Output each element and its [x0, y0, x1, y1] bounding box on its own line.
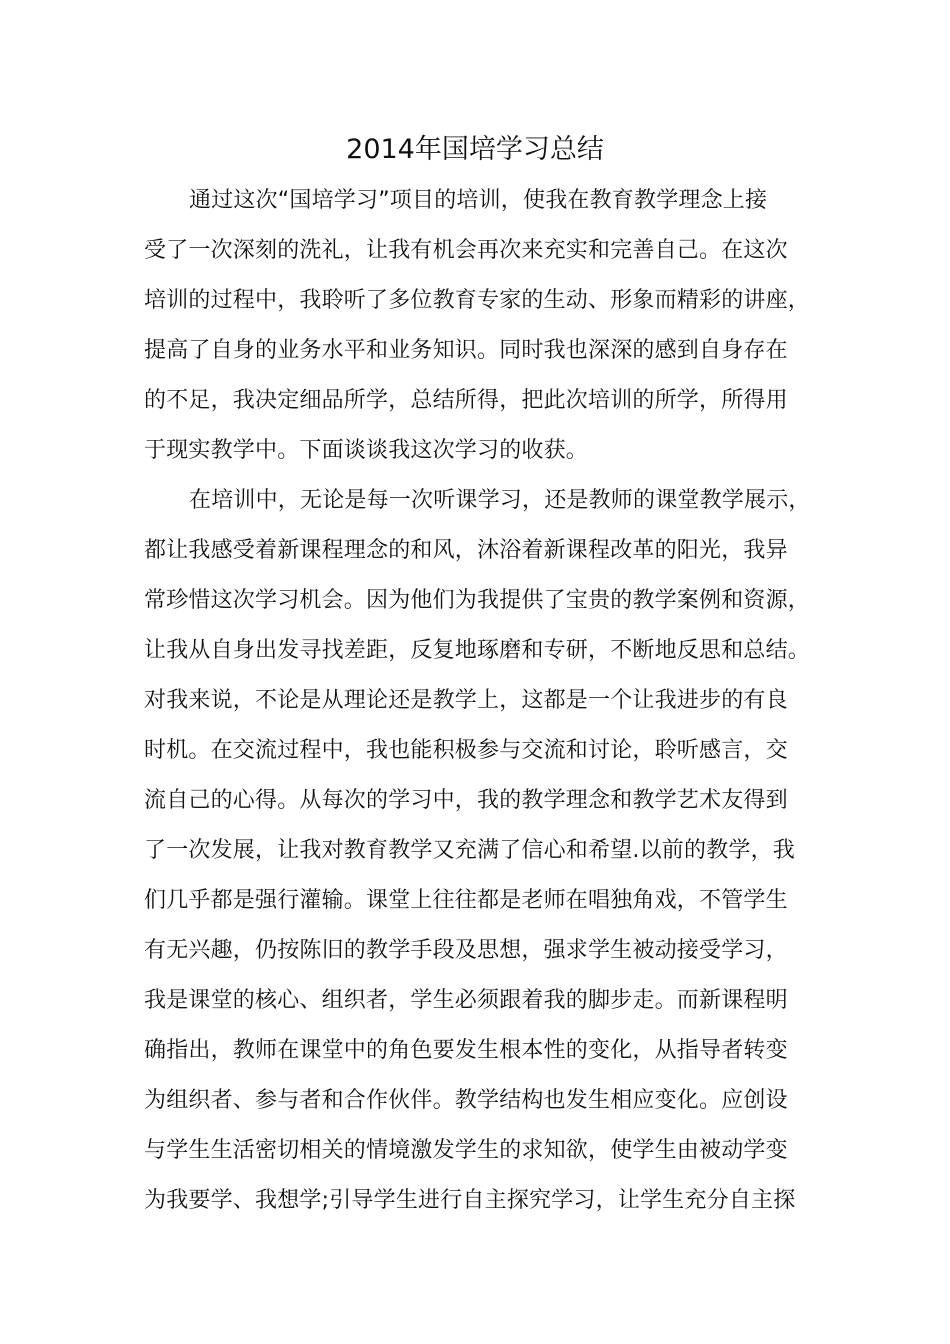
paragraph-1-line: 提高了自身的业务水平和业务知识。同时我也深深的感到自身存在	[144, 338, 788, 363]
paragraph-2-line: 有无兴趣，仍按陈旧的教学手段及思想，强求学生被动接受学习，	[144, 938, 788, 963]
paragraph-2-line: 们几乎都是强行灌输。课堂上往往都是老师在唱独角戏，不管学生	[144, 888, 788, 913]
paragraph-2-line: 时机。在交流过程中，我也能积极参与交流和讨论，聆听感言，交	[144, 738, 788, 763]
paragraph-2-line: 让我从自身出发寻找差距，反复地琢磨和专研，不断地反思和总结。	[144, 638, 811, 663]
paragraph-2-line: 流自己的心得。从每次的学习中，我的教学理念和教学艺术友得到	[144, 788, 788, 813]
paragraph-2-line: 在培训中，无论是每一次听课学习，还是教师的课堂教学展示，	[189, 488, 811, 513]
paragraph-1-line: 受了一次深刻的洗礼，让我有机会再次来充实和完善自己。在这次	[144, 238, 788, 263]
paragraph-2-line: 了一次发展，让我对教育教学又充满了信心和希望.以前的教学，我	[144, 838, 795, 863]
paragraph-1-line: 的不足，我决定细品所学，总结所得，把此次培训的所学，所得用	[144, 388, 788, 413]
paragraph-1-line: 培训的过程中，我聆听了多位教育专家的生动、形象而精彩的讲座，	[144, 288, 811, 313]
document-title: 2014年国培学习总结	[346, 134, 604, 165]
paragraph-1-line: 通过这次“国培学习”项目的培训，使我在教育教学理念上接	[189, 188, 768, 213]
paragraph-2-line: 都让我感受着新课程理念的和风，沐浴着新课程改革的阳光，我异	[144, 538, 788, 563]
paragraph-2-line: 为组织者、参与者和合作伙伴。教学结构也发生相应变化。应创设	[144, 1088, 788, 1113]
paragraph-1-line: 于现实教学中。下面谈谈我这次学习的收获。	[144, 438, 589, 463]
paragraph-2-line: 对我来说，不论是从理论还是教学上，这都是一个让我进步的有良	[144, 688, 788, 713]
paragraph-2-line: 我是课堂的核心、组织者，学生必须跟着我的脚步走。而新课程明	[144, 988, 788, 1013]
paragraph-2-line: 确指出，教师在课堂中的角色要发生根本性的变化，从指导者转变	[144, 1038, 788, 1063]
paragraph-2-line: 为我要学、我想学;引导学生进行自主探究学习，让学生充分自主探	[144, 1188, 796, 1213]
paragraph-2-line: 与学生生活密切相关的情境激发学生的求知欲，使学生由被动学变	[144, 1138, 788, 1163]
paragraph-2-line: 常珍惜这次学习机会。因为他们为我提供了宝贵的教学案例和资源，	[144, 588, 811, 613]
